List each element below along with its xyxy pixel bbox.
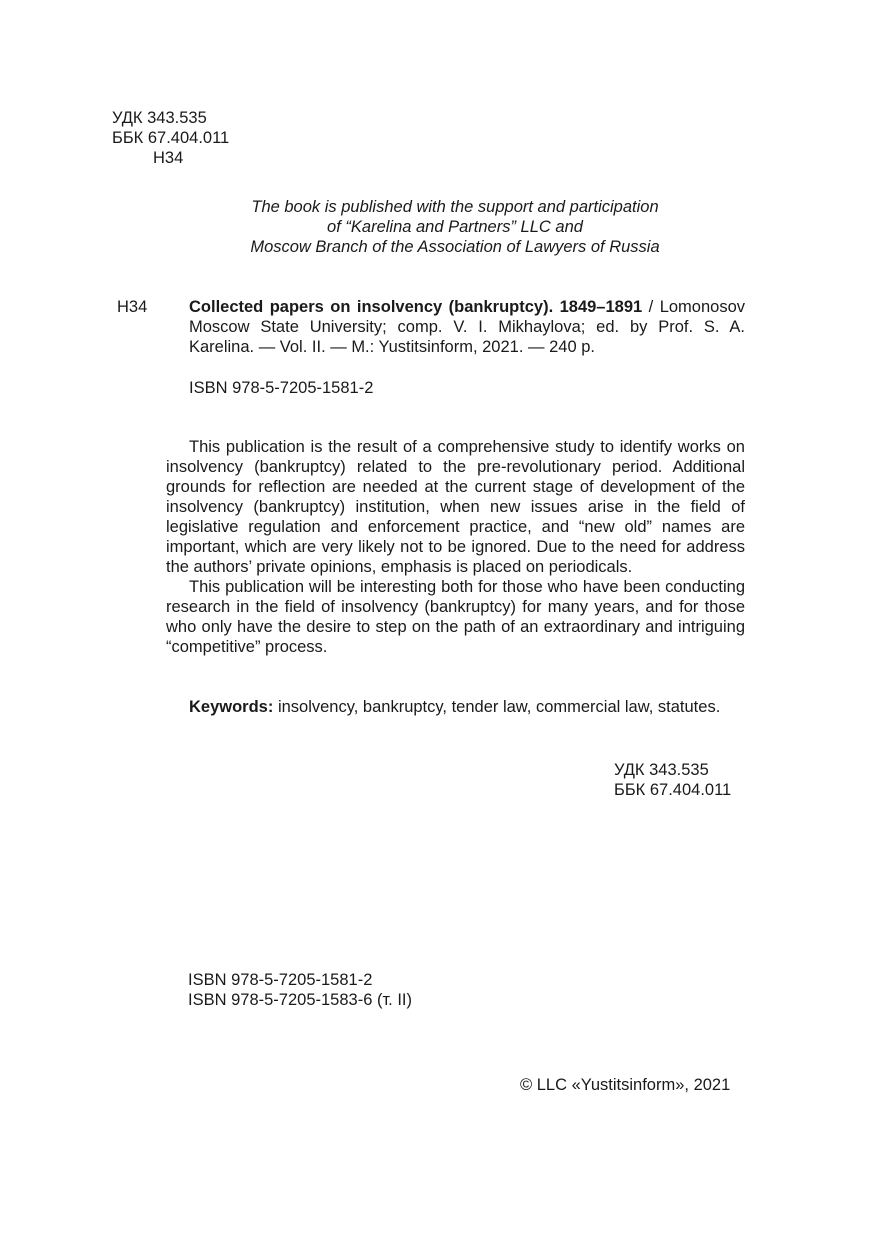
isbn-main: ISBN 978-5-7205-1581-2 — [189, 379, 374, 397]
isbn-list — [188, 970, 412, 1010]
udk-code: УДК 343.535 — [112, 109, 207, 127]
support-note — [200, 197, 710, 257]
isbn-set: ISBN 978-5-7205-1581-2 — [188, 971, 373, 989]
support-note-line: of “Karelina and Partners” LLC and — [327, 218, 583, 236]
isbn-volume: ISBN 978-5-7205-1583-6 (т. II) — [188, 991, 413, 1009]
bibliographic-details: / Lomonosov Moscow State University; comp. V. I. Mikhaylova; ed. by Prof. S. A. Karelina. — Vol. II. — M.: Yustitsinform, 2021. — 240 p. — [189, 298, 746, 356]
keywords-value: insolvency, bankruptcy, tender law, commercial law, statutes. — [273, 698, 721, 716]
abstract — [166, 437, 745, 657]
keywords-label: Keywords: — [189, 698, 274, 716]
support-note-line: The book is published with the support and participation — [251, 198, 659, 216]
copyright: © LLC «Yustitsinform», 2021 — [520, 1076, 731, 1094]
top-classification-codes — [112, 108, 229, 168]
author-sign: Н34 — [153, 149, 184, 167]
bibliographic-author-sign: Н34 — [117, 298, 148, 316]
support-note-line: Moscow Branch of the Association of Lawyers of Russia — [250, 238, 660, 256]
book-title: Collected papers on insolvency (bankruptcy). 1849–1891 — [189, 298, 643, 316]
abstract-paragraph: This publication is the result of a comprehensive study to identify works on insolvency (bankruptcy) related to the pre-revolutionary period. Additional grounds for reflection are needed at the current stage of development of the insolvency (bankruptcy) institution, when new issues arise in the field of legislative regulation and enforcement practice, and “new old” names are important, which are very likely not to be ignored. Due to the need for address the authors’ private opinions, emphasis is placed on periodicals. — [166, 438, 745, 576]
udk-code: УДК 343.535 — [614, 761, 709, 779]
bibliographic-record — [166, 297, 745, 357]
abstract-paragraph: This publication will be interesting both for those who have been conducting research in the field of insolvency (bankruptcy) for many years, and for those who only have the desire to step on the path of an extraordinary and intriguing “competitive” process. — [166, 578, 745, 656]
bbk-code: ББК 67.404.011 — [112, 129, 230, 147]
bottom-classification-codes — [614, 760, 731, 800]
keywords — [189, 697, 720, 717]
bbk-code: ББК 67.404.011 — [614, 781, 732, 799]
